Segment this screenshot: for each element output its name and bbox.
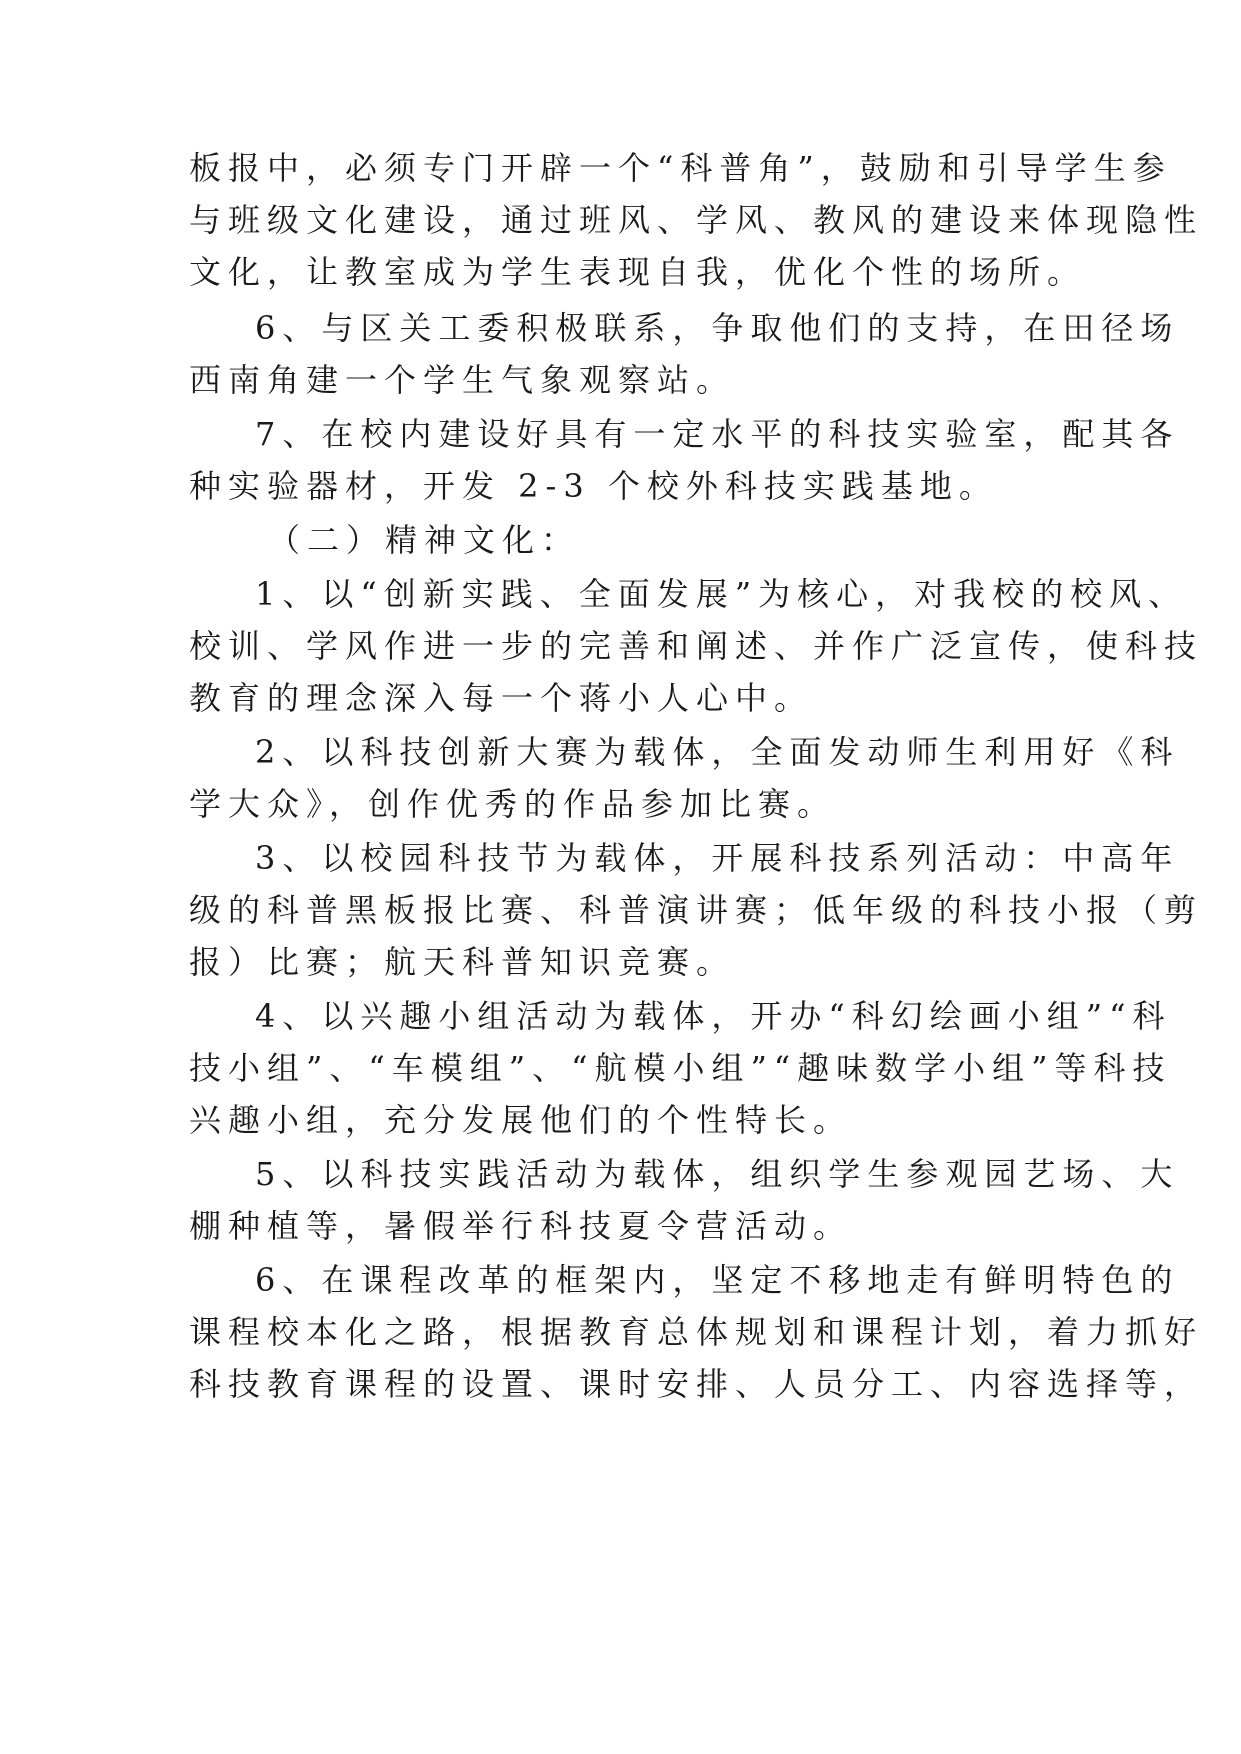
text-line: 兴趣小组，充分发展他们的个性特长。 bbox=[189, 1101, 853, 1139]
text-line: 7、在校内建设好具有一定水平的科技实验室，配其各 bbox=[255, 415, 1180, 453]
text-line: 4、以兴趣小组活动为载体，开办“科幻绘画小组”“科 bbox=[255, 997, 1172, 1035]
text-line: 文化，让教室成为学生表现自我，优化个性的场所。 bbox=[189, 253, 1087, 291]
text-line: 2、以科技创新大赛为载体，全面发动师生利用好《科 bbox=[255, 733, 1180, 771]
text-line: 校训、学风作进一步的完善和阐述、并作广泛宣传，使科技 bbox=[189, 627, 1204, 665]
text-line: 3、以校园科技节为载体，开展科技系列活动：中高年 bbox=[255, 839, 1180, 877]
text-line: 科技教育课程的设置、课时安排、人员分工、内容选择等， bbox=[189, 1365, 1204, 1403]
text-line: 教育的理念深入每一个蒋小人心中。 bbox=[189, 679, 814, 717]
text-line: 课程校本化之路，根据教育总体规划和课程计划，着力抓好 bbox=[189, 1313, 1204, 1351]
text-line: 板报中，必须专门开辟一个“科普角”，鼓励和引导学生参 bbox=[189, 149, 1172, 187]
text-line: 5、以科技实践活动为载体，组织学生参观园艺场、大 bbox=[255, 1155, 1180, 1193]
text-line: 6、在课程改革的框架内，坚定不移地走有鲜明特色的 bbox=[255, 1261, 1180, 1299]
text-line: 1、以“创新实践、全面发展”为核心，对我校的校风、 bbox=[255, 575, 1188, 613]
text-line: 报）比赛；航天科普知识竞赛。 bbox=[189, 943, 736, 981]
text-line: 级的科普黑板报比赛、科普演讲赛；低年级的科技小报（剪 bbox=[189, 891, 1204, 929]
text-line: 棚种植等，暑假举行科技夏令营活动。 bbox=[189, 1207, 853, 1245]
text-line: 学大众》，创作优秀的作品参加比赛。 bbox=[189, 785, 837, 823]
text-line: 技小组”、“车模组”、“航模小组”“趣味数学小组”等科技 bbox=[189, 1049, 1172, 1087]
text-line: 与班级文化建设，通过班风、学风、教风的建设来体现隐性 bbox=[189, 201, 1204, 239]
text-line: 种实验器材，开发 2-3 个校外科技实践基地。 bbox=[189, 467, 998, 505]
text-line: 西南角建一个学生气象观察站。 bbox=[189, 361, 736, 399]
section-heading: （二）精神文化： bbox=[268, 521, 581, 559]
text-line: 6、与区关工委积极联系，争取他们的支持，在田径场 bbox=[255, 309, 1180, 347]
